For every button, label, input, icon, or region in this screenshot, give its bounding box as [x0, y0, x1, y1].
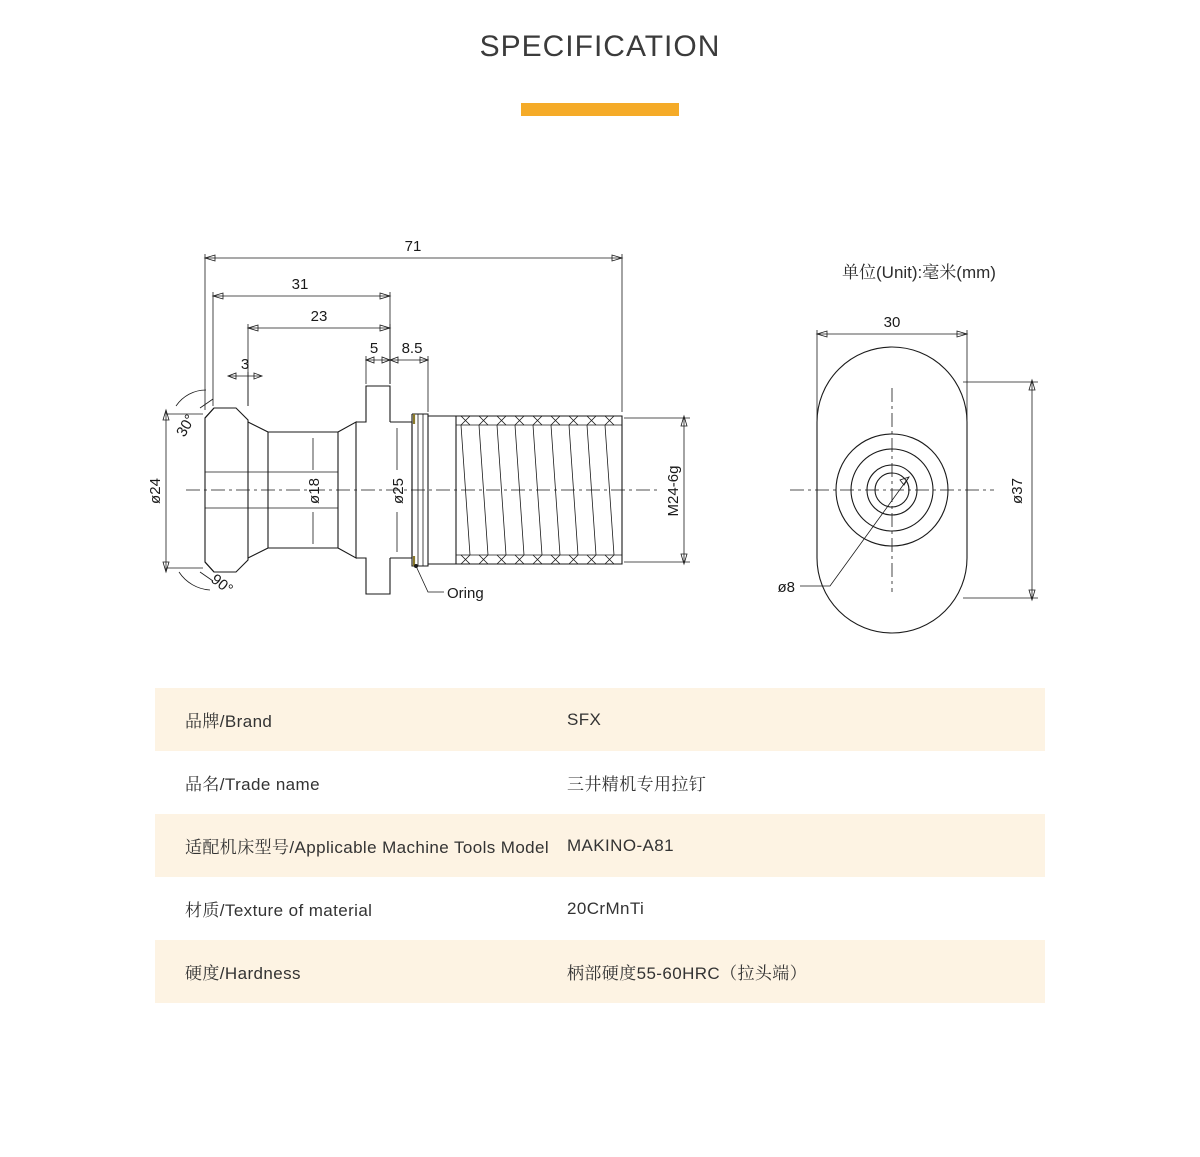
dimension-71	[205, 238, 622, 412]
spec-value: 柄部硬度55-60HRC（拉头端）	[567, 964, 808, 983]
dim-seat-length: 8.5	[401, 340, 423, 357]
spec-label: 硬度/Hardness	[185, 964, 301, 983]
table-row	[155, 814, 1045, 877]
dim-bore-diameter: ø8	[777, 579, 795, 596]
page-title: SPECIFICATION	[479, 30, 721, 63]
specification-table	[155, 688, 1045, 1003]
dimension-30	[817, 314, 967, 420]
dimension-d8	[777, 477, 909, 596]
dim-outer-diameter: ø37	[1009, 478, 1026, 504]
dim-thread-spec: M24-6g	[665, 465, 682, 517]
spec-value: SFX	[567, 709, 602, 729]
unit-note: 单位(Unit):毫米(mm)	[842, 263, 996, 282]
table-row	[155, 940, 1045, 1003]
side-view-geometry	[186, 386, 660, 594]
dim-overall-length: 71	[404, 238, 422, 255]
drawing-svg	[0, 200, 1200, 660]
dim-groove-width: 5	[369, 340, 379, 357]
dim-flange-to-thread: 31	[291, 276, 309, 293]
dim-seat-diameter: ø25	[390, 478, 407, 504]
spec-label: 品名/Trade name	[185, 775, 320, 794]
title-underline	[521, 103, 679, 116]
spec-label: 材质/Texture of material	[185, 901, 373, 920]
dim-mid-length: 23	[310, 308, 328, 325]
table-row	[155, 688, 1045, 751]
spec-label: 适配机床型号/Applicable Machine Tools Model	[185, 838, 550, 857]
oring-callout	[414, 564, 484, 602]
dim-head-diameter: ø24	[147, 478, 164, 504]
front-view-geometry	[790, 347, 994, 633]
dimension-d24	[147, 410, 203, 572]
table-row	[155, 877, 1045, 940]
dimension-5	[366, 340, 390, 384]
dim-taper-length: 3	[240, 356, 250, 373]
spec-value: 20CrMnTi	[567, 898, 645, 918]
dimension-23	[248, 308, 390, 406]
angle-30-label: 30°	[173, 411, 200, 440]
angle-90-label: 90°	[207, 570, 236, 599]
spec-value: 三井精机专用拉钉	[567, 775, 707, 794]
dimension-3	[228, 356, 262, 406]
technical-drawing	[0, 200, 1200, 660]
dimension-8p5	[390, 340, 428, 412]
oring-label: Oring	[447, 585, 484, 602]
dimension-31	[213, 276, 390, 406]
dim-shank-diameter: ø18	[306, 478, 323, 504]
angle-30	[173, 390, 213, 440]
table-row	[155, 751, 1045, 814]
dim-flat-width: 30	[883, 314, 901, 331]
angle-90	[179, 571, 236, 598]
spec-label: 品牌/Brand	[185, 712, 273, 731]
spec-value: MAKINO-A81	[567, 835, 674, 855]
